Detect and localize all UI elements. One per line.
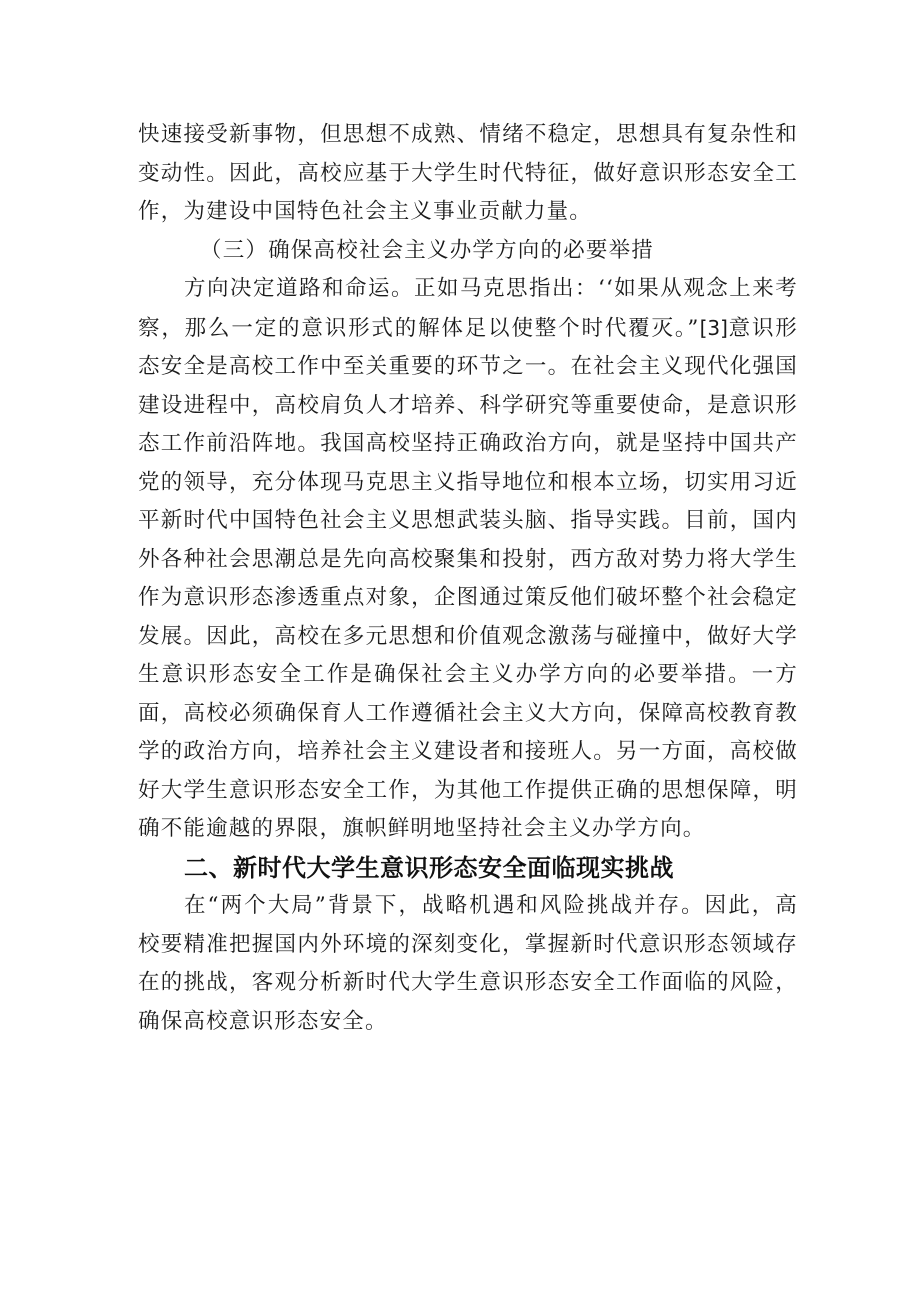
heading-section-2: 二、新时代大学生意识形态安全面临现实挑战: [184, 853, 674, 882]
paragraph-continued: 快速接受新事物，但思想不成熟、情绪不稳定，思想具有复杂性和变动性。因此，高校应基于大学生时代特征，做好意识形态安全工作，为建设中国特色社会主义事业贡献力量。: [138, 122, 798, 224]
paragraph-direction: [138, 270, 798, 849]
document-body: [138, 116, 798, 1041]
citation-ref: [3]: [699, 315, 728, 340]
paragraph-direction-part-2: 意识形态安全是高校工作中至关重要的环节之一。在社会主义现代化强国建设进程中，高校肩负人才培养、科学研究等重要使命，是意识形态工作前沿阵地。我国高校坚持正确政治方向，就是坚持中国共产党的领导，充分体现马克思主义指导地位和根本立场，切实用习近平新时代中国特色社会主义思想武装头脑、指导实践。目前，国内外各种社会思潮总是先向高校聚集和投射，西方敌对势力将大学生作为意识形态渗透重点对象，企图通过策反他们破坏整个社会稳定发展。因此，高校在多元思想和价值观念激荡与碰撞中，做好大学生意识形态安全工作是确保社会主义办学方向的必要举措。一方面，高校必须确保育人工作遵循社会主义大方向，保障高校教育教学的政治方向，培养社会主义建设者和接班人。另一方面，高校做好大学生意识形态安全工作，为其他工作提供正确的思想保障，明确不能逾越的界限，旗帜鲜明地坚持社会主义办学方向。: [138, 315, 798, 841]
paragraph-challenge: 在“两个大局”背景下，战略机遇和风险挑战并存。因此，高校要精准把握国内外环境的深刻变化，掌握新时代意识形态领域存在的挑战，客观分析新时代大学生意识形态安全工作面临的风险，确保高校意识形态安全。: [138, 893, 798, 1034]
paragraph-direction-part-1: 方向决定道路和命运。正如马克思指出：‘‘如果从观念上来考察，那么一定的意识形式的解体足以使整个时代覆灭。”: [138, 276, 798, 341]
subheading-section-3: （三）确保高校社会主义办学方向的必要举措: [200, 237, 655, 263]
